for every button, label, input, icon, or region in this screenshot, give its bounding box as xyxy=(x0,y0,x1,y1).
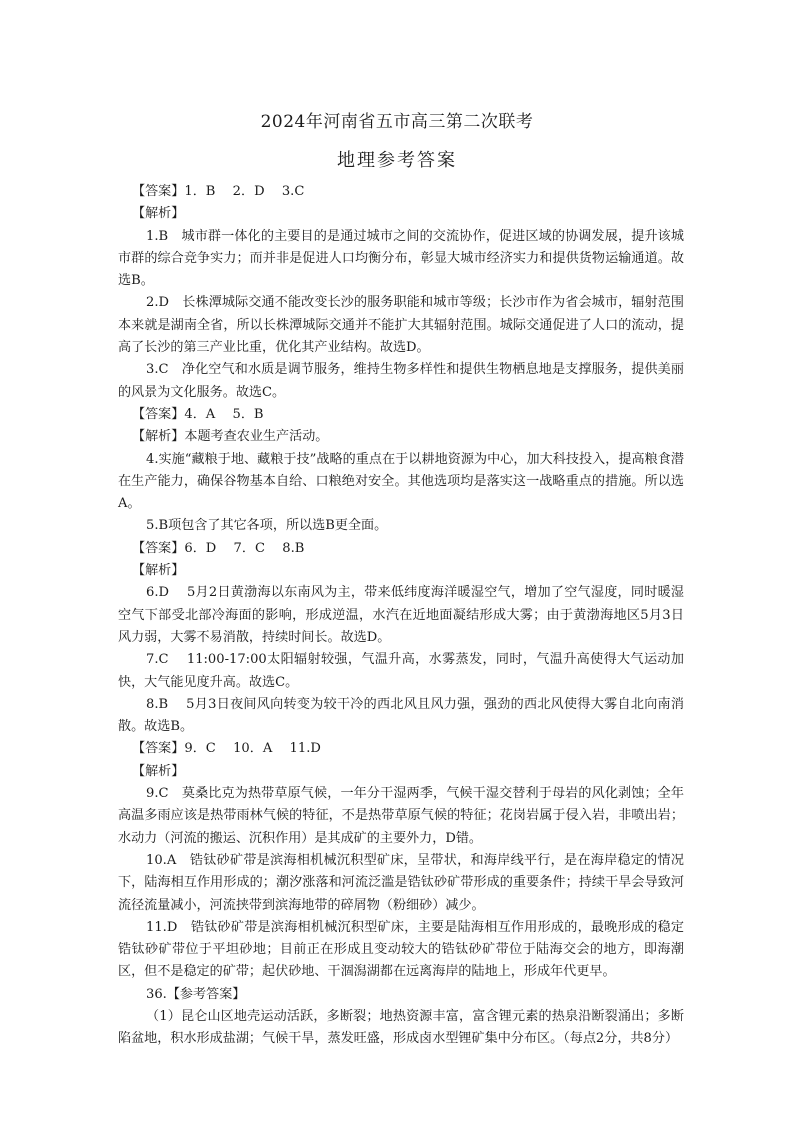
answer-line: 【答案】1．B 2．D 3.C xyxy=(132,184,305,199)
explanation-paragraph: 8.B 5月3日夜间风向转变为较干冷的西北风且风力强，强劲的西北风使得大雾自北向南消散。故选B。 xyxy=(118,696,684,735)
analysis-label: 【解析】 xyxy=(132,206,185,222)
answer-content xyxy=(118,181,684,1051)
explanation-paragraph: 2.D 长株潭城际交通不能改变长沙的服务职能和城市等级；长沙市作为省会城市，辐射范围本来就是湖南全省，所以长株潭城际交通并不能扩大其辐射范围。城际交通促进了人口的流动，提高了长沙的第三产业比重，优化其产业结构。故选D。 xyxy=(118,295,684,356)
explanation-paragraph: 6.D 5月2日黄渤海以东南风为主，带来低纬度海洋暖湿空气，增加了空气湿度，同时暖湿空气下部受北部冷海面的影响，形成逆温，水汽在近地面凝结形成大雾；由于黄渤海地区5月3日风力弱，大雾不易消散，持续时间长。故选D。 xyxy=(118,585,684,645)
explanation-paragraph: 11.D 锆钛砂矿带是滨海相机械沉积型矿床，主要是陆海相互作用形成的，最晚形成的稳定锆钛砂矿带位于平坦砂地；目前正在形成且变动较大的锆钛砂矿带位于陆海交会的地方，即海潮区，但不是稳定的矿带；起伏砂地、干涸潟湖都在远离海岸的陆地上，形成年代更早。 xyxy=(118,919,684,980)
document-subtitle: 地理参考答案 xyxy=(337,150,457,171)
explanation-paragraph: 5.B项包含了其它各项，所以选B更全面。 xyxy=(146,518,388,534)
answer-line: 【答案】9．C 10．A 11.D xyxy=(132,741,321,757)
document-title: 2024年河南省五市高三第二次联考 xyxy=(260,112,534,132)
answer-line: 【答案】6．D 7．C 8.B xyxy=(132,540,305,556)
explanation-paragraph: 7.C 11:00-17:00太阳辐射较强，气温升高，水雾蒸发，同时，气温升高使得大气运动加快，大气能见度升高。故选C。 xyxy=(118,652,684,690)
analysis-label: 【解析】 xyxy=(132,763,185,779)
answer-line: 【答案】4．A 5．B xyxy=(132,406,264,422)
explanation-paragraph: 4.实施“藏粮于地、藏粮于技”战略的重点在于以耕地资源为中心，加大科技投入，提高粮食潜在生产能力，确保谷物基本自给、口粮绝对安全。其他选项均是落实这一战略重点的措施。所以选A。 xyxy=(118,451,684,512)
explanation-paragraph: 1.B 城市群一体化的主要目的是通过城市之间的交流协作，促进区域的协调发展，提升该城市群的综合竞争实力；而并非是促进人口均衡分布，彰显大城市经济实力和提供货物运输通道。故选B。 xyxy=(118,228,684,289)
explanation-paragraph: 9.C 莫桑比克为热带草原气候，一年分干湿两季，气候干湿交替利于母岩的风化剥蚀；全年高温多雨应该是热带雨林气候的特征，不是热带草原气候的特征；花岗岩属于侵入岩，非喷出岩；水动力（河流的搬运、沉积作用）是其成矿的主要外力，D错。 xyxy=(118,786,684,846)
explanation-paragraph: （1）昆仑山区地壳运动活跃，多断裂；地热资源丰富，富含锂元素的热泉沿断裂涌出；多断陷盆地，积水形成盐湖；气候干旱，蒸发旺盛，形成卤水型锂矿集中分布区。（每点2分，共8分） xyxy=(118,1008,684,1047)
analysis-label: 【解析】 xyxy=(132,563,185,579)
explanation-paragraph: 10.A 锆钛砂矿带是滨海相机械沉积型矿床，呈带状，和海岸线平行，是在海岸稳定的情况下，陆海相互作用形成的；潮汐涨落和河流泛滥是锆钛砂矿带形成的重要条件；持续干旱会导致河流径流量减小，河流挟带到滨海地带的碎屑物（粉细砂）减少。 xyxy=(118,852,684,913)
question-heading: 36.【参考答案】 xyxy=(146,986,246,1002)
explanation-paragraph: 3.C 净化空气和水质是调节服务，维持生物多样性和提供生物栖息地是支撑服务，提供美丽的风景为文化服务。故选C。 xyxy=(118,362,684,400)
analysis-label: 【解析】本题考查农业生产活动。 xyxy=(132,429,329,445)
